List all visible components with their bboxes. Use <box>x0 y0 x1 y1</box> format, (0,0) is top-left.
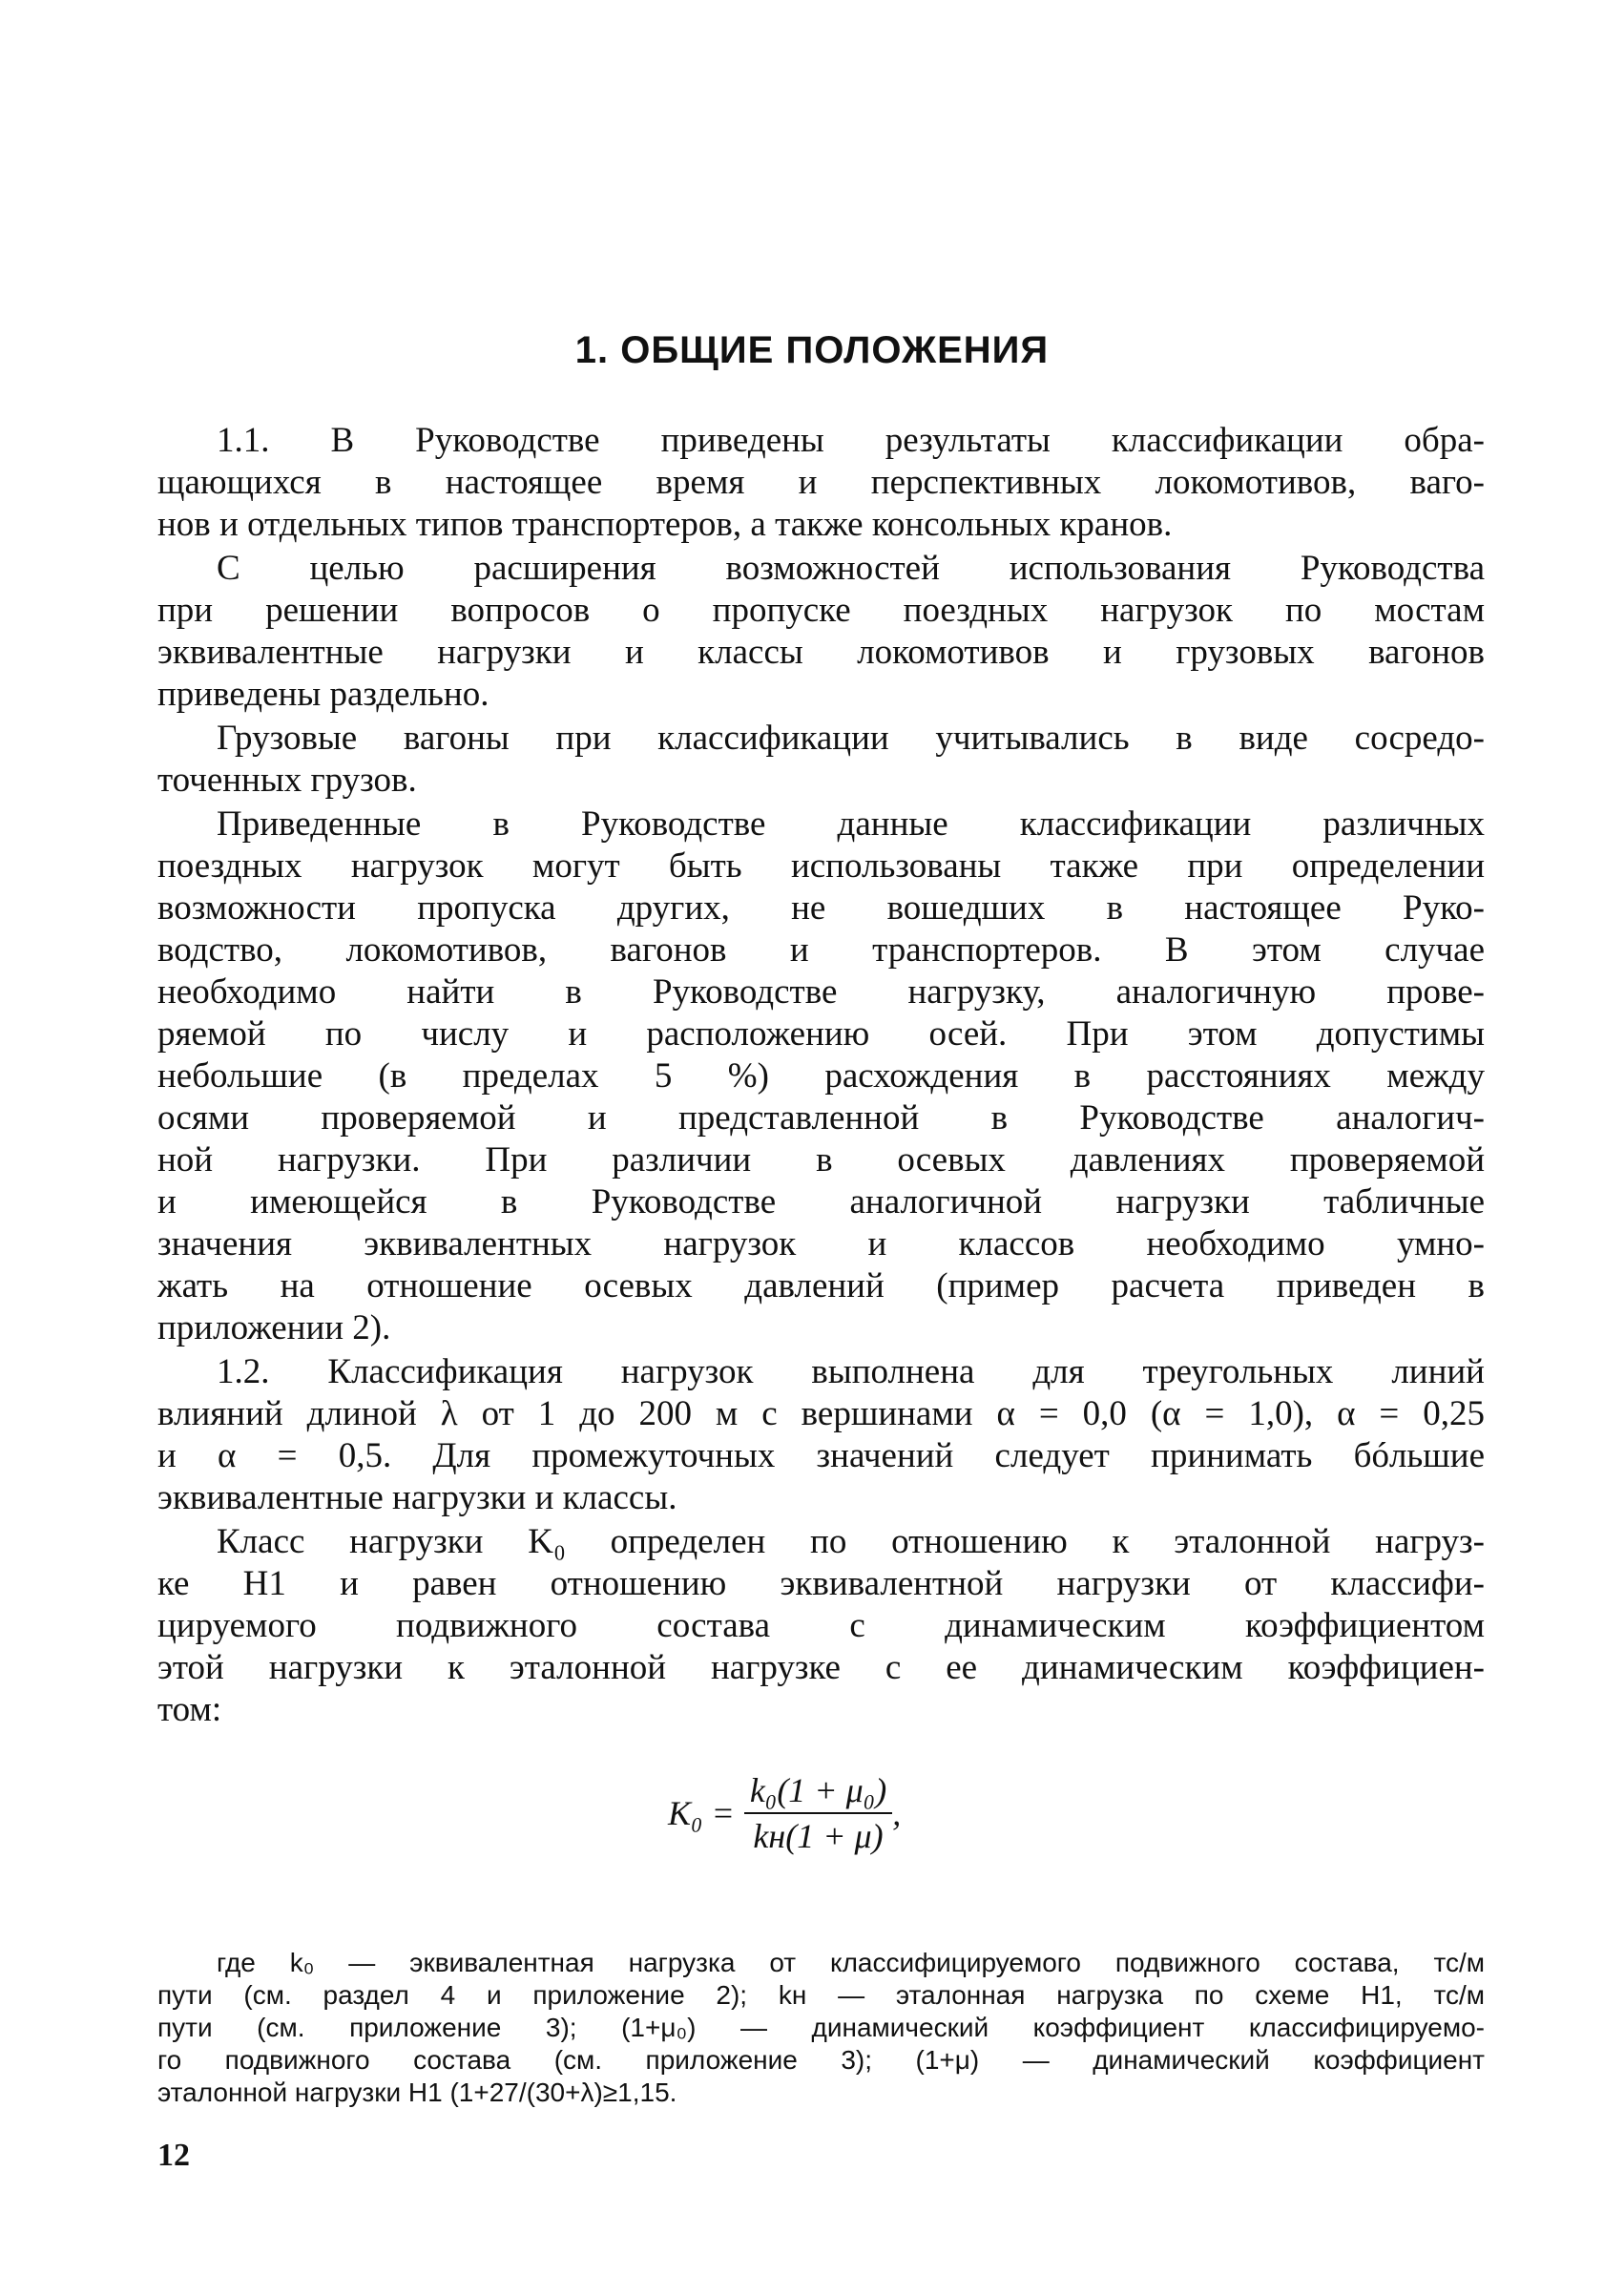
text-line: эквивалентные нагрузки и классы локомотивов и грузовых вагонов <box>157 633 1485 672</box>
paragraph <box>157 804 1485 1349</box>
text-line: приведены раздельно. <box>157 675 489 714</box>
text-line: Грузовые вагоны при классификации учитывались в виде сосредо- <box>217 719 1485 758</box>
formula-fraction <box>744 1770 892 1856</box>
text-line: точенных грузов. <box>157 761 417 800</box>
text-line: ке Н1 и равен отношению эквивалентной нагрузки от классифи- <box>157 1564 1485 1603</box>
text-line: ной нагрузки. При различии в осевых давлениях проверяемой <box>157 1140 1485 1180</box>
text-line: небольшие (в пределах 5 %) расхождения в расстояниях между <box>157 1056 1485 1096</box>
formula-lhs: K₀ = <box>668 1794 735 1832</box>
footnote-line: где k₀ — эквивалентная нагрузка от классифицируемого подвижного состава, тс/м <box>217 1948 1485 1977</box>
text-line: осями проверяемой и представленной в Руководстве аналогич- <box>157 1098 1485 1138</box>
text-line: при решении вопросов о пропуске поездных нагрузок по мостам <box>157 591 1485 630</box>
text-line: щающихся в настоящее время и перспективных локомотивов, ваго- <box>157 463 1485 502</box>
text-line: нов и отдельных типов транспортеров, а также консольных кранов. <box>157 505 1173 544</box>
text-line: необходимо найти в Руководстве нагрузку, аналогичную прове- <box>157 972 1485 1012</box>
text-line: 1.1. В Руководстве приведены результаты классификации обра- <box>217 421 1485 460</box>
paragraph <box>157 1351 1485 1519</box>
text-line: том: <box>157 1690 222 1729</box>
footnote <box>157 1947 1485 2109</box>
page-number: 12 <box>157 2138 190 2173</box>
text-line: и α = 0,5. Для промежуточных значений следует принимать бóльшие <box>157 1436 1485 1475</box>
text-line: этой нагрузки к эталонной нагрузке с ее динамическим коэффициен- <box>157 1648 1485 1687</box>
text-line: С целью расширения возможностей использования Руководства <box>217 549 1485 588</box>
footnote-line: пути (см. приложение 3); (1+μ₀) — динамический коэффициент классифицируемо- <box>157 2013 1485 2042</box>
footnote-line: пути (см. раздел 4 и приложение 2); kн — эталонная нагрузка по схеме Н1, тс/м <box>157 1980 1485 2010</box>
text-line: цируемого подвижного состава с динамическим коэффициентом <box>157 1606 1485 1645</box>
text-line: Класс нагрузки K₀ определен по отношению к эталонной нагруз- <box>217 1522 1485 1561</box>
formula-denominator: kн(1 + μ) <box>753 1817 884 1855</box>
formula-numerator: k₀(1 + μ₀) <box>744 1770 892 1814</box>
paragraph <box>157 548 1485 716</box>
text-line: возможности пропуска других, не вошедших в настоящее Руко- <box>157 888 1485 928</box>
paragraph <box>157 420 1485 546</box>
text-line: и имеющейся в Руководстве аналогичной нагрузки табличные <box>157 1182 1485 1222</box>
paragraph <box>157 1521 1485 1731</box>
text-line: жать на отношение осевых давлений (пример расчета приведен в <box>157 1266 1485 1305</box>
formula <box>668 1770 901 1856</box>
footnote-line: го подвижного состава (см. приложение 3); (1+μ) — динамический коэффициент <box>157 2045 1485 2075</box>
paragraph <box>157 718 1485 802</box>
text-line: Приведенные в Руководстве данные классификации различных <box>217 804 1485 844</box>
footnote-line: эталонной нагрузки Н1 (1+27/(30+λ)≥1,15. <box>157 2078 677 2107</box>
text-line: эквивалентные нагрузки и классы. <box>157 1478 677 1517</box>
text-line: поездных нагрузок могут быть использованы также при определении <box>157 846 1485 886</box>
formula-trail: , <box>892 1794 902 1832</box>
text-line: значения эквивалентных нагрузок и классов необходимо умно- <box>157 1224 1485 1263</box>
text-line: 1.2. Классификация нагрузок выполнена для треугольных линий <box>217 1352 1485 1391</box>
section-title: 1. ОБЩИЕ ПОЛОЖЕНИЯ <box>574 329 1050 371</box>
text-line: водство, локомотивов, вагонов и транспортеров. В этом случае <box>157 930 1485 970</box>
text-line: ряемой по числу и расположению осей. При этом допустимы <box>157 1014 1485 1054</box>
text-line: влияний длиной λ от 1 до 200 м с вершинами α = 0,0 (α = 1,0), α = 0,25 <box>157 1394 1485 1433</box>
text-line: приложении 2). <box>157 1308 391 1347</box>
body-text <box>157 420 1485 1731</box>
